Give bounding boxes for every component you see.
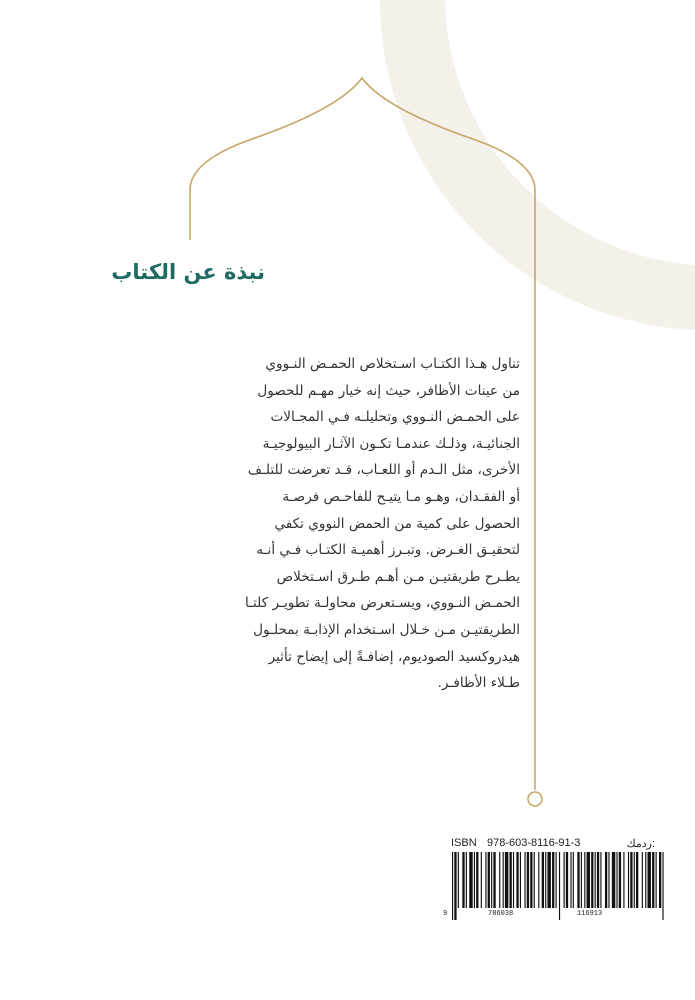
barcode-bar	[538, 852, 539, 908]
barcode-bar	[491, 852, 492, 908]
barcode-bar	[630, 852, 632, 908]
barcode-bar	[584, 852, 585, 908]
isbn-label: ISBN	[451, 837, 477, 849]
barcode-bar	[503, 852, 504, 908]
barcode-bar	[452, 852, 453, 920]
isbn-label-arabic: ردمك:	[626, 838, 655, 850]
barcode-bar	[542, 852, 544, 908]
barcode-bar	[642, 852, 643, 908]
barcode-bar	[466, 852, 467, 908]
barcode-bar	[545, 852, 546, 908]
barcode-digits-right: 116913	[577, 910, 603, 918]
barcode-bar	[570, 852, 571, 908]
barcode-bar	[505, 852, 508, 908]
summary-line: لتحقيـق الغـرض. وتبـرز أهميـة الكتـاب فـي أنـه	[256, 542, 520, 559]
barcode-bar	[656, 852, 657, 908]
barcode-bar	[454, 852, 456, 920]
barcode-bar	[619, 852, 621, 908]
barcode-bar	[595, 852, 596, 908]
summary-line: الجنائيـة، وذلـك عندمـا تكـون الآثـار البيولوجيـة	[262, 435, 520, 452]
barcode-bar	[485, 852, 486, 908]
barcode-bar	[524, 852, 525, 908]
barcode-bar	[623, 852, 624, 908]
barcode-bar	[516, 852, 518, 908]
barcode-bar	[612, 852, 615, 908]
summary-line: على الحمـض النـووي وتحليلـه فـي المجـالات	[270, 409, 520, 426]
barcode-bar	[510, 852, 512, 908]
barcode-bar	[520, 852, 521, 908]
barcode-bar	[476, 852, 478, 908]
barcode-bar	[628, 852, 629, 908]
barcode-digits-left: 786038	[488, 910, 514, 918]
barcode-bar	[577, 852, 579, 908]
barcode-bar	[564, 852, 565, 908]
summary-line: أو الفقـدان، وهـو مـا يتيـح للفاحـص فرصـة	[282, 488, 520, 505]
section-title: نبذة عن الكتاب	[111, 260, 265, 284]
barcode-bar	[462, 852, 464, 908]
barcode-bar	[493, 852, 495, 908]
barcode-bar	[662, 852, 663, 920]
barcode-bar	[559, 852, 560, 920]
summary-line: الطريقتيـن مـن خـلال اسـتخدام الإذابـة بمحلـول	[253, 621, 520, 638]
barcode-bar	[513, 852, 514, 908]
barcode-bar	[499, 852, 500, 908]
barcode-bar	[469, 852, 472, 908]
barcode-bar	[648, 852, 651, 908]
summary-line: يطـرح طريقتيـن مـن أهـم طـرق اسـتخلاص	[276, 568, 520, 585]
summary-line: الحصول على كمية من الحمض النووي تكفي	[274, 515, 520, 532]
summary-line: تناول هـذا الكتـاب اسـتخلاص الحمـض النـووي	[265, 356, 520, 372]
barcode-bar	[527, 852, 529, 908]
barcode-bar	[634, 852, 635, 908]
barcode-bar	[474, 852, 475, 908]
barcode-bar	[636, 852, 638, 908]
barcode-bar	[605, 852, 607, 908]
book-summary	[175, 351, 520, 697]
barcode-bar	[552, 852, 554, 908]
barcode-bar	[597, 852, 599, 908]
barcode-bar	[581, 852, 582, 908]
barcode-bar	[481, 852, 482, 908]
summary-line: طـلاء الأظافـر.	[437, 675, 520, 692]
barcode-bar	[587, 852, 590, 908]
summary-line: الحمـض النـووي، ويسـتعرض محاولـة تطويـر كلتـا	[244, 595, 520, 612]
barcode-bar	[534, 852, 535, 908]
barcode-bar	[659, 852, 661, 908]
barcode-bar	[652, 852, 654, 908]
barcode-bar	[458, 852, 459, 908]
isbn-number: 978-603-8116-91-3	[487, 837, 581, 849]
background-arc	[380, 0, 695, 330]
barcode-bar	[556, 852, 557, 908]
barcode-bar	[616, 852, 617, 908]
barcode-bar	[591, 852, 593, 908]
barcode-bars	[452, 852, 666, 920]
barcode	[440, 852, 670, 924]
summary-line: من عينات الأظافر، حيث إنه خيار مهـم للحصول	[257, 382, 520, 399]
barcode-bar	[573, 852, 574, 908]
arch-end-circle	[528, 792, 542, 806]
barcode-bar	[608, 852, 609, 908]
summary-line: هيدروكسيد الصوديوم، إضافـةً إلى إيضاح تأثير	[268, 648, 520, 665]
barcode-digit-first: 9	[443, 910, 448, 918]
barcode-bar	[600, 852, 601, 908]
summary-line: الأخرى، مثل الـدم أو اللعـاب، قـد تعرضت للتلـف	[247, 462, 520, 479]
barcode-bar	[645, 852, 646, 908]
barcode-bar	[530, 852, 532, 908]
barcode-bar	[488, 852, 490, 908]
barcode-bar	[566, 852, 568, 908]
barcode-bar	[547, 852, 550, 908]
